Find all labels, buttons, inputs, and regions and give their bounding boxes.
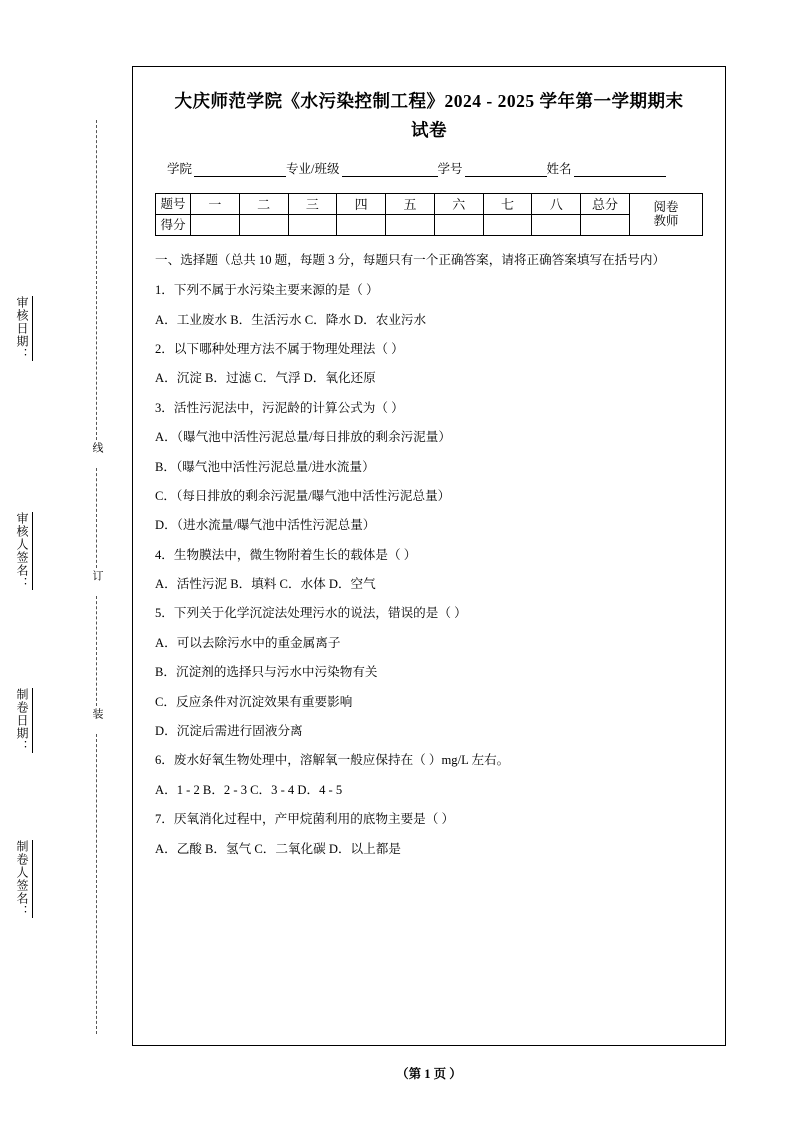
margin-note-preparer-signature: 制卷人签名： [14,840,33,918]
score-table-teacher-header [630,193,703,235]
score-cell-3[interactable] [288,214,337,235]
field-input-name[interactable] [574,163,666,177]
seal-mark-xian: 线 [91,442,103,453]
question-stem-4: 4．生物膜法中，微生物附着生长的载体是（ ） [155,547,417,562]
page-footer [132,1064,726,1082]
question-stem-2: 2．以下哪种处理方法不属于物理处理法（ ） [155,341,404,356]
score-table-rowlabel-number [156,193,191,214]
question-options-2: A．沉淀 B．过滤 C．气浮 D．氧化还原 [155,371,376,386]
score-cell-8[interactable] [532,214,581,235]
question-options-1: A．工业废水 B．生活污水 C．降水 D．农业污水 [155,312,427,327]
question-option-3-d: D．（进水流量/曝气池中活性污泥总量） [155,518,376,533]
student-info-row [155,159,703,177]
exam-title-line2: 试卷 [411,119,447,140]
score-table-col-total: 总分 [581,193,630,214]
field-input-college[interactable] [194,163,286,177]
exam-title-line1: 大庆师范学院《水污染控制工程》2024 - 2025 学年第一学期期末 [174,91,684,111]
question-option-5-c: C．反应条件对沉淀效果有重要影响 [155,694,353,709]
exam-body [155,250,703,859]
question-stem-1: 1．下列不属于水污染主要来源的是（ ） [155,283,379,298]
question-option-5-b: B．沉淀剂的选择只与污水中污染物有关 [155,665,378,680]
field-input-student-id[interactable] [465,163,547,177]
question-option-5-d: D．沉淀后需进行固液分离 [155,724,303,739]
score-table-rowlabel-score [156,214,191,235]
score-cell-4[interactable] [337,214,386,235]
exam-sheet [132,66,726,1046]
score-table-teacher-header-line1: 阅卷 [653,199,679,214]
seal-dash-line-bottom [96,734,97,1034]
page-number-label: （第 1 页 ） [396,1067,462,1081]
field-input-major-class[interactable] [342,163,438,177]
margin-note-reviewer-signature: 审核人签名： [14,512,33,590]
score-cell-5[interactable] [386,214,435,235]
score-table-rowlabel-score-text: 得分 [160,217,186,232]
score-table-col-8: 八 [532,193,581,214]
question-options-4: A．活性污泥 B．填料 C．水体 D．空气 [155,577,376,592]
question-options-7: A．乙酸 B．氢气 C．二氧化碳 D．以上都是 [155,841,401,856]
question-stem-5: 5．下列关于化学沉淀法处理污水的说法，错误的是（ ） [155,606,467,621]
score-table-col-3: 三 [288,193,337,214]
question-options-6: A．1 - 2 B．2 - 3 C．3 - 4 D．4 - 5 [155,782,343,797]
score-table-col-5: 五 [386,193,435,214]
seal-mark-ding: 订 [91,570,103,581]
margin-note-preparer-date: 制卷日期： [14,688,33,753]
score-table-col-7: 七 [483,193,532,214]
question-option-3-a: A．（曝气池中活性污泥总量/每日排放的剩余污泥量） [155,430,451,445]
question-option-3-b: B．（曝气池中活性污泥总量/进水流量） [155,459,375,474]
field-label-major-class: 专业/班级 [286,161,340,176]
field-label-college: 学院 [167,161,193,176]
margin-note-reviewer-date: 审核日期： [14,296,33,361]
question-stem-6: 6．废水好氧生物处理中，溶解氧一般应保持在（ ）mg/L 左右。 [155,753,510,768]
score-cell-7[interactable] [483,214,532,235]
left-margin-strip [0,0,132,1122]
question-stem-7: 7．厌氧消化过程中，产甲烷菌利用的底物主要是（ ） [155,812,455,827]
score-table [155,193,703,236]
question-option-5-a: A．可以去除污水中的重金属离子 [155,635,341,650]
field-label-student-id: 学号 [437,161,463,176]
question-option-3-c: C．（每日排放的剩余污泥量/曝气池中活性污泥总量） [155,488,451,503]
seal-dash-line-top [96,120,97,440]
score-cell-2[interactable] [239,214,288,235]
seal-mark-zhuang: 装 [91,708,103,719]
exam-title [155,87,703,145]
question-stem-3: 3．活性污泥法中，污泥龄的计算公式为（ ） [155,400,404,415]
score-table-col-4: 四 [337,193,386,214]
score-table-row-scores [156,214,703,235]
score-cell-1[interactable] [191,214,240,235]
field-label-name: 姓名 [546,161,572,176]
score-cell-total[interactable] [581,214,630,235]
score-table-rowlabel-number-text: 题号 [160,196,186,211]
score-cell-6[interactable] [434,214,483,235]
score-table-col-1: 一 [191,193,240,214]
section-heading: 一、选择题（总共 10 题，每题 3 分，每题只有一个正确答案，请将正确答案填写在括号内） [155,252,666,267]
seal-dash-line-mid1 [96,468,97,568]
score-table-teacher-header-line2: 教师 [653,214,679,229]
score-table-col-2: 二 [239,193,288,214]
score-table-col-6: 六 [434,193,483,214]
seal-dash-line-mid2 [96,596,97,706]
score-table-row-header [156,193,703,214]
